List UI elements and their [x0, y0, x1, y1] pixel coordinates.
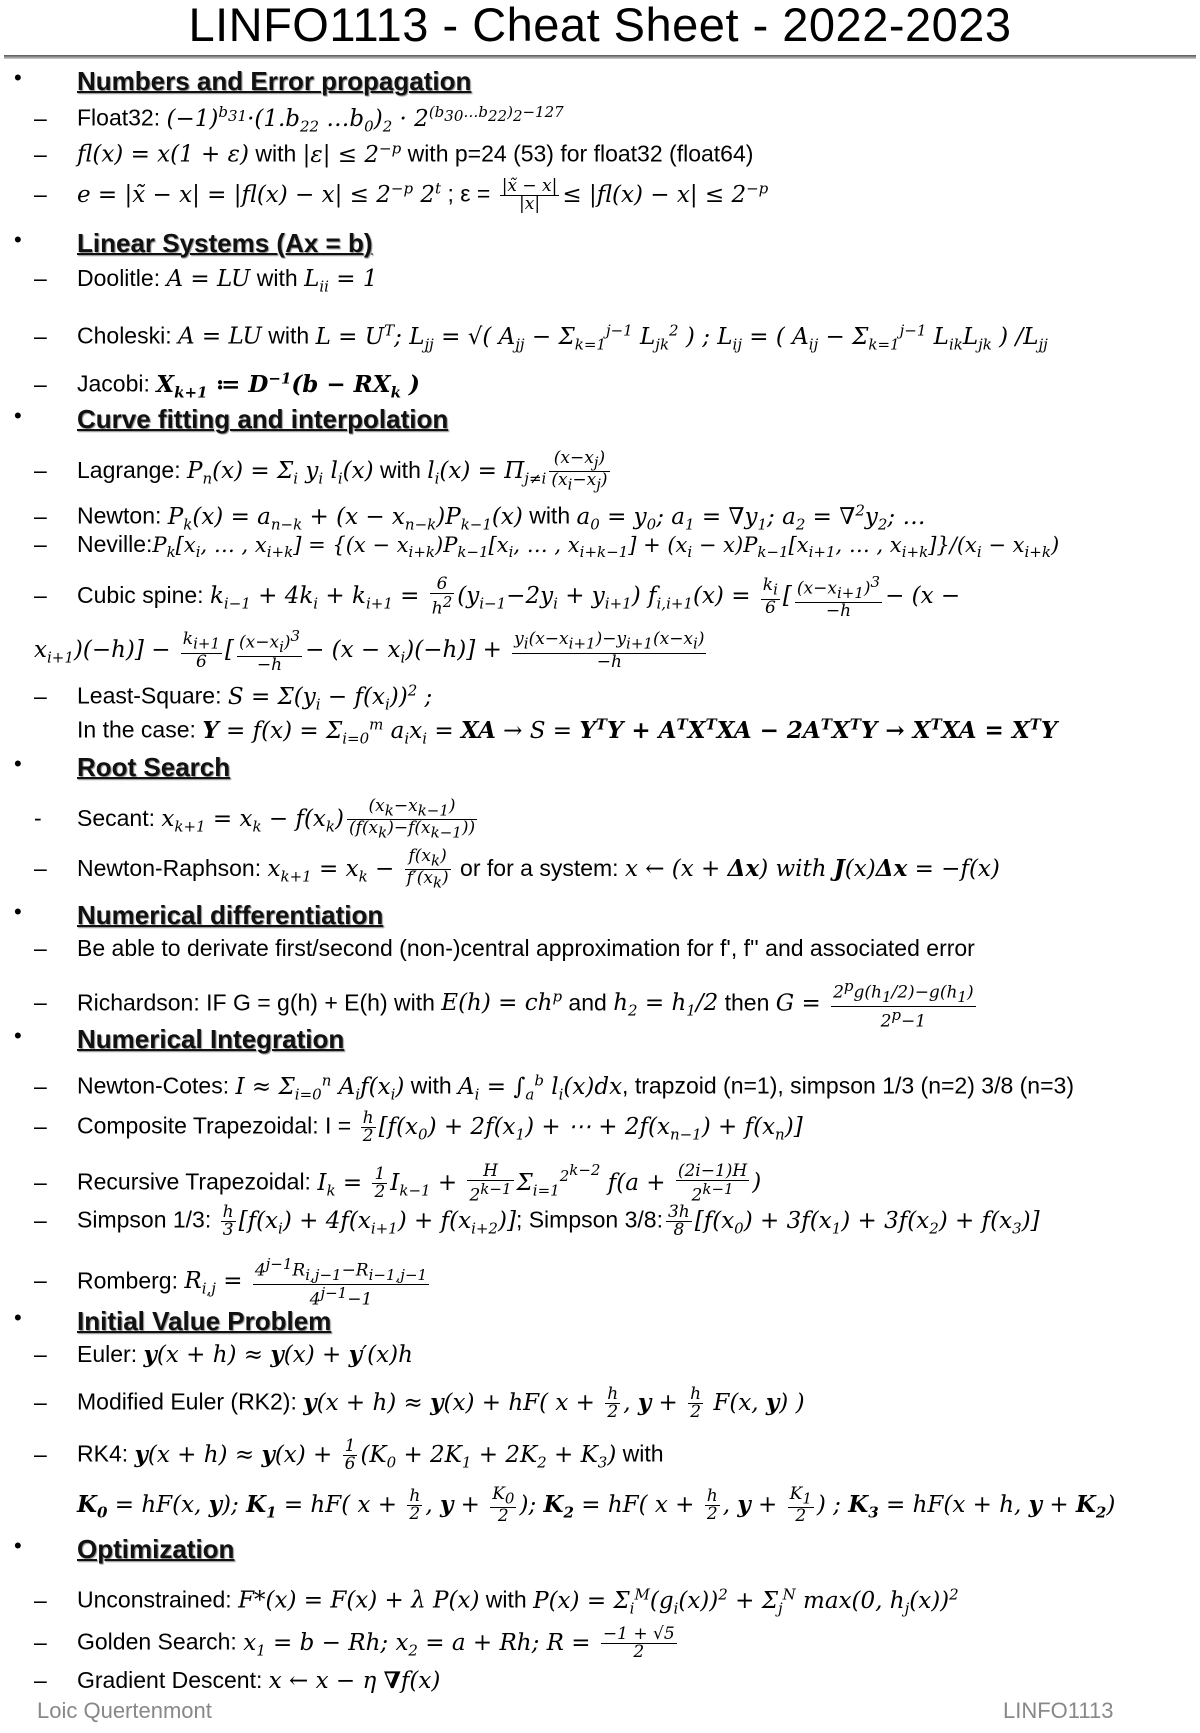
bullet: • [14, 1023, 22, 1048]
section-title: Root Search [77, 752, 231, 782]
item-newton: – Newton: $P_k(x) = a_{n-k} + (x - x_{n-k})P_{k-1}(x)$ with $a_0 = y_0$; $a_1 = \nabla y_1$; $a_2 = \nabla^2y_2$; … [34, 501, 926, 534]
bullet: • [14, 65, 22, 90]
item-secant: - Secant: $x_{k+1} = x_k - f(x_k)$ $\frac{(x_k-x_{k-1})}{(f(x_k)-f(x_{k-1}))}$ [34, 796, 476, 842]
bullet: • [14, 1305, 22, 1330]
item-error: – e = |x̃ − $x| = |fl(x) - x| \le 2^{-p}$ 2$^t$ ; ε = $\frac{|x̃ - x|}{|x|}$ ≤ $|fl(x) - x| \le 2^{-p}$ [34, 176, 769, 215]
item-derivate: – Be able to derivate first/second (non-)central approximation for f', f'' and associated error [34, 935, 975, 961]
item-golden-search: – Golden Search: $x_1 = b - Rh$; $x_2 = a + Rh$; R = $\frac{-1 + √5}{2}$ [34, 1624, 675, 1662]
section-title: Numbers and Error propagation [77, 66, 472, 96]
page-title: LINFO1113 - Cheat Sheet - 2022-2023 [188, 0, 1012, 51]
item-cubic-spline-cont: $x_{i+1})(-h)$] − $\frac{k_{i+1}}{6}$ [ $\frac{(x-x_i)^3}{-h}$ − $(x - x_i)(-h)$] + $\frac{y_i(x-x_{i+1})-y_{i+1}(x-x_i)}{-h}$ [34, 627, 705, 676]
item-neville: – $Neville:P_k[x_i$, … , $x_{i+k}] = \{(x - x_{i+k})P_{k-1}[x_i$, … , $x_{i+k-1}] + (x_i - x)P_{k-1}[x_{i+1}$, … , $x_{i+k}]\}/(x_i - x_{i+k})$ [34, 531, 1060, 562]
item-gradient-descent: – Gradient Descent: x ← x − η ∇f(x) [34, 1667, 441, 1694]
item-composite-trapezoidal: – Composite Trapezoidal: I = $\frac{h}{2}$ [$f(x_0) + 2f(x_1)$ + ⋯ + $2f(x_{n-1}) + f(x_n)$] [34, 1108, 803, 1146]
item-choleski: – Choleski: A = LU with $L = U^T$; $L_{jj}$ = √( $A_{jj} - \Sigma_{k=1}^{j-1}$ $L_{jk}^2$ ) ; $L_{ij}$ = ( $A_{ij} - \Sigma_{k=1}^{j-1}$ $L_{ik}L_{jk}$ ) $/L_{jj}$ [34, 321, 1048, 354]
item-cubic-spline: – Cubic spine: $k_{i-1} + 4k_i + k_{i+1}$ = $\frac{6}{h^2}$ $(y_{i-1}-2y_i + y_{i+1}) f_{i,i+1}(x)$ = $\frac{k_i}{6}$ [ $\frac{(x-x_{i+1})^3}{-h}$ − (x − [34, 573, 961, 622]
bullet: • [14, 403, 22, 428]
title-divider [4, 55, 1196, 59]
item-recursive-trapezoidal: – Recursive Trapezoidal: $I_k$ = $\frac{1}{2}$ $I_{k-1}$ + $\frac{H}{2^{k-1}}$ $\Sigma_{i=1}^{2^{k-2}}$ f(a + $\frac{(2i-1)H}{2^{k-1}}$ ) [34, 1160, 762, 1206]
footer-course: LINFO1113 [1003, 1698, 1114, 1723]
item-float32: – Float32: $(-1)^{b_{31}}\cdot(1.b_{22}$ $\dots b_0)_2 \cdot 2^{(b_{30}\dots b_{22})_2-127}$ [34, 103, 564, 136]
item-doolitle: – Doolitle: A = LU with $L_{ii} = 1$ [34, 265, 378, 296]
item-simpson: – Simpson 1/3: $\frac{h}{3}$ $[f(x_i) + 4f(x_{i+1}) + f(x_{i+2})]$; Simpson 3/8: $\frac{3h}{8}$ $[f(x_0) + 3f(x_1) + 3f(x_2) + f(x_3)]$ [34, 1202, 1040, 1240]
item-least-square-case: In the case: $Y = f(x) = \Sigma_{i=0}^m$ $a_ix_i$ = XA → $S = Y^TY + A^TX^TXA - 2A^TX^TY \to X^TXA = X^TY$ [77, 715, 1058, 748]
item-modified-euler: – Modified Euler (RK2): y(x + h) ≈ y(x) + hF( x + $\frac{h}{2}$ , y + $\frac{h}{2}$ F(x, y) ) [34, 1384, 805, 1422]
footer-author: Loic Quertenmont [37, 1698, 212, 1723]
bullet: • [14, 751, 22, 776]
section-title: Curve fitting and interpolation [77, 404, 449, 434]
item-newton-cotes: – Newton-Cotes: $I \approx \Sigma_{i=0}^n$ $A_if(x_i)$ with $A_i = \int_a^b$ $l_i(x)dx$, trapzoid (n=1), simpson 1/3 (n=2) 3/8 (n=3) [34, 1071, 1074, 1104]
formula: $(-1)^{b_{31}}\cdot(1.b_{22}$ $\dots b_0)_2 \cdot 2^{(b_{30}\dots b_{22})_2-127}$ [166, 103, 564, 136]
item-newton-raphson: – Newton-Raphson: $x_{k+1} = x_k$ − $\frac{f(x_k)}{f'(x_k)}$ or for a system: x ← (x + Δx) with J(x)Δx = −f(x) [34, 846, 1000, 892]
section-title: Linear Systems (Ax = b) [77, 228, 373, 258]
bullet: • [14, 899, 22, 924]
item-lagrange: – Lagrange: $P_n(x) = \Sigma_i$ $y_i$ $l_i(x)$ with $l_i(x) = \Pi_{j\ne i}$ $\frac{(x-x_j)}{(x_i-x_j)}$ [34, 448, 608, 494]
item-richardson: – Richardson: IF G = g(h) + E(h) with $E(h) = ch^p$ and $h_2 = h_1/2$ then G = $\frac{2^pg(h_1/2)-g(h_1)}{2^p-1}$ [34, 977, 974, 1032]
item-rk4-k: $K_0 = hF(x$, y); $K_1 = hF$( x + $\frac{h}{2}$ , y + $\frac{K_0}{2}$ ); $K_2 = hF$( x + $\frac{h}{2}$ , y + $\frac{K_1}{2}$ ) ; $K_3 = hF(x + h$, $y + K_2$) [77, 1484, 1116, 1527]
item-rk4: – RK4: y(x + h) ≈ y(x) + $\frac{1}{6}$ $(K_0 + 2K_1 + 2K_2 + K_3)$ with [34, 1436, 664, 1474]
item-jacobi: – Jacobi: $X_{k+1}$ ≔ $D^{-1}(b - RX_k$ ) [34, 369, 420, 402]
item-unconstrained: – Unconstrained: F*(x) = F(x) + λ P(x) with $P(x) = \Sigma_i^M(g_i(x))^2 + \Sigma_j^N$ max(0, $h_j(x))^2$ [34, 1585, 959, 1618]
item-least-square: – Least-Square: $S = \Sigma(y_i - f(x_i))^2$ ; [34, 681, 433, 714]
section-title: Optimization [77, 1534, 235, 1564]
item-fl: – fl(x) = x(1 + ε) with $|\varepsilon| \le 2^{-p}$ with p=24 (53) for float32 (float64) [34, 139, 754, 168]
section-title: Numerical differentiation [77, 900, 384, 930]
item-euler: – Euler: y(x + h) ≈ y(x) + y′(x)h [34, 1341, 413, 1368]
bullet: • [14, 1533, 22, 1558]
formula: e = |x̃ − $x| = |fl(x) - x| \le 2^{-p}$ 2$^t$ [77, 179, 442, 208]
bullet: • [14, 227, 22, 252]
section-title: Initial Value Problem [77, 1306, 332, 1336]
formula: fl(x) = x(1 + ε) [77, 141, 249, 168]
section-title: Numerical Integration [77, 1024, 345, 1054]
item-romberg: – Romberg: $R_{i,j}$ = $\frac{4^{j-1}R_{i,j-1}-R_{i-1,j-1}}{4^{j-1}-1}$ [34, 1255, 428, 1310]
